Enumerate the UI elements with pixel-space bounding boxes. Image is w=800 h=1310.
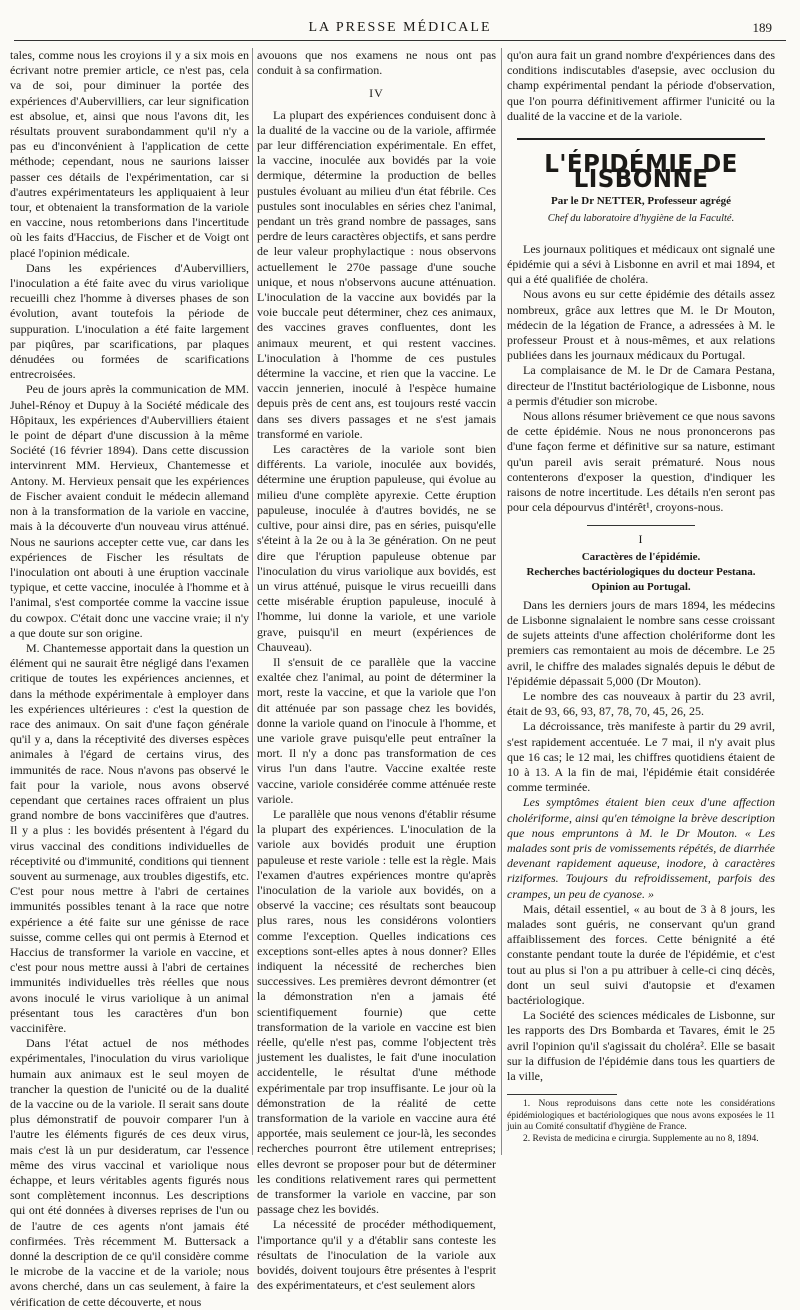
paragraph: Les symptômes étaient bien ceux d'une affection cholériforme, ainsi qu'en témoigne la brève description que nous empruntons à M. le Dr Mouton. « Les malades sont pris de vomissements répétés, de diarrhée devenant rapidement aqueuse, inodore, à caractères riziformes. Toujours du refroidissement, parfois des crampes, un peu de cyanose. » — [507, 795, 775, 901]
column-3 — [507, 48, 775, 1145]
paragraph: Peu de jours après la communication de MM. Juhel-Rénoy et Dupuy à la Société médicale des Hôpitaux, les expériences d'Aubervilliers étaient le point de départ d'une discussion à la même Société (16 février 1894). Dans cette discussion intervinrent MM. Hervieux, Chantemesse et Antony. M. Hervieux pensait que les expériences de Fischer avaient conduit le médecin allemand non à la transformation de la variole en vaccine, mais à la découverte d'un nouveau virus atténué. Nous ne saurions accepter cette vue, car dans les expériences de Fischer les résultats de l'inoculation ont abouti à une éruption vaccinale typique, et cette vaccine, inoculée à l'homme et à l'animal, s'est comportée comme la vaccine issue du cowpox. C'était donc une vaccine vraie; il n'y a que doute sur son origine. — [10, 382, 249, 640]
paragraph: Dans l'état actuel de nos méthodes expérimentales, l'inoculation du virus variolique humain aux animaux est le seul moyen de trancher la question de l'unicité ou de la dualité de la vaccine ou de la variole. Il serait sans doute plus démonstratif de pouvoir comparer l'un à l'autre les éléments figurés de ces deux virus, mais c'est là un pur desideratum, car l'essence même des virus vaccinal et variolique nous échappe, et leurs véritables agents figurés nous sont complètement inconnus. Les descriptions qui ont été données à diverses reprises de l'un ou de l'autre de ces agents n'ont jamais été confirmées. Très récemment M. Buttersack a donné la description de ce qu'il considère comme le microbe de la vaccine et de la variole; nous avons cherché, dans un cas seulement, à faire la vérification de cette découverte, et nous — [10, 1036, 249, 1309]
section-heading: Recherches bactériologiques du docteur Pestana. — [526, 565, 756, 578]
paragraph: Le parallèle que nous venons d'établir résume la plupart des expériences. L'inoculation de la variole aux bovidés produit une éruption papuleuse et reste variole : telle est la règle. Mais l'examen d'autres expériences montre qu'après l'inoculation de la variole aux bovidés, on a observé la vaccine; ces résultats sont beaucoup plus rares, nous les considérons volontiers comme l'exception. Quelles indications ces exceptions sont-elles aptes à nous donner? Elles indiquent la nécessité de recherches bien successives. Les premières devront démontrer (et la démonstration n'en a jamais été scientifiquement fournie) que cette transformation de la variole en vaccine est bien réelle, qu'elle n'est pas, comme l'objectent très justement les dualistes, le fait d'une inoculation accidentelle, le résultat d'une méthode expérimentale par trop insuffisante. Le jour où la démonstration de la réalité de cette transformation de la variole en vaccine aura été apportée, mais seulement ce jour-là, les secondes recherches pourront être utilement entreprises; elles devront se proposer pour but de déterminer les conditions relativement rares qui permettent de transformer la variole en vaccine, par son passage chez les bovidés. — [257, 806, 496, 1217]
running-header — [0, 20, 800, 42]
section-separator — [587, 525, 695, 526]
paragraph: Nous avons eu sur cette épidémie des détails assez nombreux, grâce aux lettres que M. le Dr Mouton, médecin de la légation de France, a adressées à M. le professeur Proust et à nous-mêmes, et aux relations publiées dans les journaux médicaux du Portugal. — [507, 287, 775, 363]
paragraph: Les caractères de la variole sont bien différents. La variole, inoculée aux bovidés, détermine une éruption papuleuse, qui évolue au milieu d'une complète apyrexie. Cette éruption papuleuse, inoculée à d'autres bovidés, ne se cultive, pour ainsi dire, pas en séries, puisqu'elle s'éteint à la 2e ou à la 3e génération. On ne peut dire que l'éruption papuleuse obtenue par l'inoculation du virus variolique aux bovidés, est un virus atténué, puisque le virus recueilli dans cette misérable éruption papuleuse, inoculé à l'homme, lui donne la variole, et une variole grave, puisqu'il en meurt (expériences de Chauveau). — [257, 442, 496, 654]
paragraph: La nécessité de procéder méthodiquement, l'importance qu'il y a d'établir sans conteste les résultats de l'inoculation de la variole aux bovidés, doivent toujours être présentes à l'esprit des expérimentateurs, et c'est seulement alors — [257, 1217, 496, 1293]
article-separator — [517, 138, 765, 140]
article-title: L'ÉPIDÉMIE DE LISBONNE — [544, 149, 738, 194]
paragraph: Dans les expériences d'Aubervilliers, l'inoculation a été faite avec du virus variolique recueilli chez l'homme à diverses phases de son évolution, avant toutefois la période de suppuration. L'inoculation a été faite largement par piqûres, par scarifications, par plaques dénudées ou formées de scarifications entrecroisées. — [10, 260, 249, 382]
paragraph: La Société des sciences médicales de Lisbonne, sur les rapports des Drs Bombarda et Tavares, émit le 25 avril l'opinion qu'il s'agissait du choléra². Elle se basait sur la diffusion de l'épidémie dans tous les quartiers de la ville, — [507, 1008, 775, 1083]
paragraph: Dans les derniers jours de mars 1894, les médecins de Lisbonne signalaient le nombre sans cesse croissant de sujets atteints d'une affection cholériforme dont les premiers cas remontaient au mois de décembre. Le 25 avril, le chiffre des malades signalés depuis le début de l'épidémie dépassait 5,000 (Dr Mouton). — [507, 597, 775, 688]
paragraph: qu'on aura fait un grand nombre d'expériences dans des conditions indiscutables d'asepsie, avec occlusion du champ expérimental pendant la période d'observation, que l'on pourra définitivement affirmer l'unicité ou la dualité de la vaccine et de la variole. — [507, 48, 775, 123]
paragraph: La complaisance de M. le Dr de Camara Pestana, directeur de l'Institut bactériologique de Lisbonne, nous a permis d'étudier son microbe. — [507, 363, 775, 408]
footnote: 2. Revista de medicina e cirurgia. Supplemente au no 8, 1894. — [523, 1133, 759, 1144]
footnote-rule — [507, 1094, 617, 1095]
paragraph: La plupart des expériences conduisent donc à la dualité de la vaccine ou de la variole, affirmée par leur différenciation expérimentale. En effet, la vaccine, inoculée aux bovidés par la voie dermique, détermine la production de belles pustules évoluant au milieu d'un état fébrile. Ces pustules sont inoculables en séries chez l'animal, pendant un très grand nombre de passages, sans perdre de leurs caractères objectifs, et sans perdre de leur valeur prophylactique : nous observons actuellement le 270e passage d'une souche unique, et nous n'observons aucune atténuation. L'inoculation de la vaccine aux bovidés par la voie buccale peut déterminer, chez ces animaux, des vaccines graves confluentes, dont les animaux meurent, et qui restent vaccines. L'inoculation à l'homme de ces pustules détermine la vaccine, et rien que la vaccine. Le vaccin jennerien, inoculé à l'espèce humaine depuis près de cent ans, est toujours resté vaccin dans ses divers passages et ne s'est jamais transformé en variole. — [257, 107, 496, 441]
paragraph: Il s'ensuit de ce parallèle que la vaccine exaltée chez l'animal, au point de déterminer la mort, reste la vaccine, et que la variole que l'on dit atténuée par son passage chez les bovidés, donne la variole quand on l'inocule à l'homme, et une variole grave puisqu'elle peut entraîner la mort. Il n'y a donc pas transformation de ces virus l'un dans l'autre. Vaccine exaltée reste vaccine, variole considérée comme atténuée reste variole. — [257, 654, 496, 806]
section-number: I — [638, 532, 644, 547]
paragraph: M. Chantemesse apportait dans la question un élément qui ne saurait être négligé dans l'examen critique de toutes les expériences anciennes, et dans la méthode expérimentale à employer dans les expériences ultérieures : c'est la question de race des animaux. On sait d'une façon générale qu'il y a, dans la réceptivité des diverses espèces animales à l'égard de certains virus, des immunités de race. Nous n'avons pas observé le fait pour la variole, nous avons observé cependant que certaines races offraient un plus grand nombre de bons vaccinifères que d'autres. Il y a plus : les bovidés présentent à l'égard du virus vaccinal des conditions individuelles de réceptivité ou d'immunité, conditions qui tiennent souvent au surmenage, aux troubles digestifs, etc. C'est pour nous mettre à l'abri de certaines immunités possibles tenant à la race que notre expérience a été faite sur une génisse de race suisse, comme celles qui ont permis à Eternod et Haccius de transformer la variole en vaccine, et c'est pour nous mettre aussi à l'abri de certaines immunités individuelles très réelles que nous avons inoculé le virus variolique à un animal présentant tous les caractères d'un bon vaccinifère. — [10, 640, 249, 1035]
column-divider — [501, 48, 502, 1155]
paragraph: Nous allons résumer brièvement ce que nous savons de cette épidémie. Nous ne nous prononcerons pas d'une façon ferme et définitive sur sa nature, estimant qu'un pareil avis serait prématuré. Nous nous contenterons d'exposer la question, d'indiquer les raisons de notre incertitude. Les détails n'en seront pas pour cela dépourvus d'intérêt¹, croyons-nous. — [507, 409, 775, 515]
author-byline: Par le Dr NETTER, Professeur agrégé — [550, 195, 732, 208]
footnote: 1. Nous reproduisons dans cette note les considérations épidémiologiques et bactériologiques que nous avons exposées le 11 juin au Comité consultatif d'hygiène de France. — [507, 1099, 775, 1133]
header-rule — [14, 40, 786, 41]
column-1 — [10, 48, 249, 1310]
journal-title: LA PRESSE MÉDICALE — [308, 20, 492, 35]
author-affiliation: Chef du laboratoire d'hygiène de la Faculté. — [547, 212, 735, 224]
section-heading: Caractères de l'épidémie. — [581, 550, 701, 563]
column-2 — [257, 48, 496, 1293]
paragraph: Le nombre des cas nouveaux à partir du 23 avril, était de 93, 66, 93, 87, 78, 70, 45, 26, 25. — [507, 688, 775, 719]
section-number: IV — [369, 86, 384, 101]
section-heading: Opinion au Portugal. — [591, 580, 691, 593]
column-divider — [252, 48, 253, 1155]
paragraph: tales, comme nous les croyions il y a six mois en écrivant notre premier article, ce n'est pas, cela va de soi, pour diminuer la portée des expériences d'Aubervilliers, car leur signification est absolue, et, ainsi que nous l'avons dit, les résultats prouvent surabondamment qu'il n'y a pas eu d'inconvénient à l'application de cette méthode; cependant, nous ne saurions laisser passer ces détails de l'expérimentation, car si d'autres expérimentateurs les appliquaient à leur tour, et obtenaient la transformation de la variole en vaccine, nous retomberions dans l'incertitude où les faits d'Haccius, de Fischer et de Voigt ont placé l'opinion médicale. — [10, 48, 249, 260]
paragraph: Mais, détail essentiel, « au bout de 3 à 8 jours, les malades sont guéris, ne conservant qu'un grand affaiblissement des forces. Cette bénignité a été constante pendant toute la durée de l'épidémie, et c'est tout au plus si l'on a pu attribuer à celle-ci cinq décès, dont un seul suivi d'autopsie et d'examen bactériologique. — [507, 901, 775, 1007]
page-number: 189 — [752, 20, 772, 35]
paragraph: La décroissance, très manifeste à partir du 29 avril, s'est rapidement accentuée. Le 7 mai, il n'y avait plus que 16 cas; le 12 mai, les chiffres quotidiens étaient de 10 à 13. A la fin de mai, l'épidémie était considérée comme terminée. — [507, 719, 775, 795]
paragraph: Les journaux politiques et médicaux ont signalé une épidémie qui a sévi à Lisbonne en avril et mai 1894, et qui a été qualifiée de choléra. — [507, 241, 775, 287]
paragraph: avouons que nos examens ne nous ont pas conduit à sa confirmation. — [257, 48, 496, 78]
